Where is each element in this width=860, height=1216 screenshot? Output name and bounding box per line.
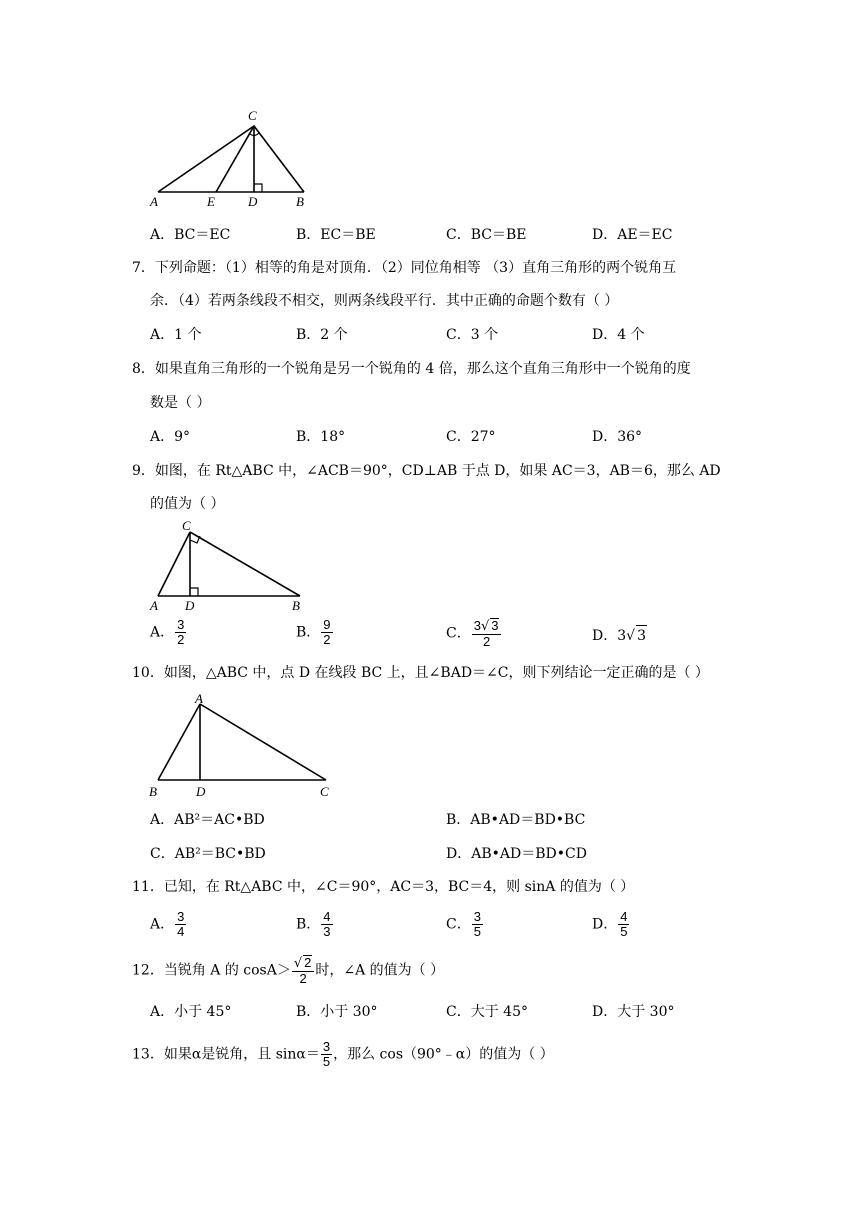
label-a: A	[195, 691, 203, 706]
q10-option-c: C．AB²＝BC•BD	[150, 846, 266, 862]
q7-option-c: C．3 个	[446, 327, 499, 343]
q7-option-b: B．2 个	[296, 327, 348, 343]
label-e: E	[207, 194, 215, 209]
label-c: C	[182, 518, 191, 533]
label-b: B	[296, 194, 304, 209]
q12-option-a: A．小于 45°	[150, 1004, 232, 1020]
q7-option-a: A．1 个	[150, 327, 202, 343]
label-a: A	[150, 598, 158, 613]
q12-option-c: C．大于 45°	[446, 1004, 528, 1020]
label-c: C	[248, 108, 257, 123]
q12-stem-line1: 12．当锐角 A 的 cosA＞ $\frac{√ 2}{2}$ 时，∠A 的值为（ ）	[132, 955, 445, 986]
q11-option-a: A． $\frac{3}{4}$	[150, 909, 185, 939]
figure-q6	[140, 100, 320, 212]
q9-option-a: A． $\frac{3}{2}$	[150, 617, 185, 647]
label-a: A	[150, 194, 158, 209]
q12-option-d: D．大于 30°	[592, 1004, 675, 1020]
label-c: C	[320, 784, 329, 799]
q10-stem-line1: 10．如图，△ABC 中，点 D 在线段 BC 上，且∠BAD＝∠C，则下列结论一定正确的是（ ）	[132, 665, 709, 681]
label-b: B	[149, 784, 157, 799]
q10-option-d: D．AB•AD＝BD•CD	[446, 846, 587, 862]
q6-option-a: A．BC＝EC	[150, 227, 231, 243]
q9-option-d: D．3√ 3	[592, 625, 647, 646]
label-d: D	[196, 784, 206, 799]
q7-stem-line2: 余．（4）若两条线段不相交，则两条线段平行．其中正确的命题个数有（ ）	[150, 293, 619, 309]
q8-option-b: B．18°	[296, 429, 346, 445]
q10-option-a: A．AB²＝AC•BD	[150, 812, 265, 828]
q6-option-d: D．AE＝EC	[592, 227, 673, 243]
q8-stem-line1: 8．如果直角三角形的一个锐角是另一个锐角的 4 倍，那么这个直角三角形中一个锐角的度	[132, 361, 691, 377]
q9-stem-line1: 9．如图，在 Rt△ABC 中，∠ACB＝90°，CD⊥AB 于点 D，如果 AC＝3，AB＝6，那么 AD	[132, 463, 721, 479]
q6-option-c: C．BC＝BE	[446, 227, 527, 243]
q11-stem-line1: 11．已知，在 Rt△ABC 中，∠C＝90°，AC＝3，BC＝4，则 sinA 的值为（ ）	[132, 879, 635, 895]
q9-option-b: B． $\frac{9}{2}$	[296, 617, 331, 647]
q12-option-b: B．小于 30°	[296, 1004, 378, 1020]
label-b: B	[292, 598, 300, 613]
q7-stem-line1: 7．下列命题：（1）相等的角是对顶角．（2）同位角相等 （3）直角三角形的两个锐角互	[132, 260, 677, 276]
q7-option-d: D．4 个	[592, 327, 645, 343]
q8-stem-line2: 数是（ ）	[150, 395, 211, 411]
q11-option-b: B． $\frac{4}{3}$	[296, 909, 331, 939]
q8-option-a: A．9°	[150, 429, 191, 445]
q6-option-b: B．EC＝BE	[296, 227, 376, 243]
q9-stem-line2: 的值为（ ）	[150, 496, 225, 512]
q13-stem-line1: 13．如果α是锐角，且 sinα＝ $\frac{3}{5}$ ，那么 cos（90°﹣α）的值为（ ）	[132, 1039, 554, 1069]
q8-option-c: C．27°	[446, 429, 496, 445]
q11-option-c: C． $\frac{3}{5}$	[446, 909, 481, 939]
label-d: D	[248, 194, 258, 209]
figure-q9	[140, 516, 320, 616]
q11-option-d: D． $\frac{4}{5}$	[592, 909, 628, 939]
q10-option-b: B．AB•AD＝BD•BC	[446, 812, 586, 828]
q9-option-c: C． $\frac{3√ 3}{2}$	[446, 618, 502, 649]
label-d: D	[185, 598, 195, 613]
q8-option-d: D．36°	[592, 429, 643, 445]
figure-q10	[140, 690, 340, 802]
